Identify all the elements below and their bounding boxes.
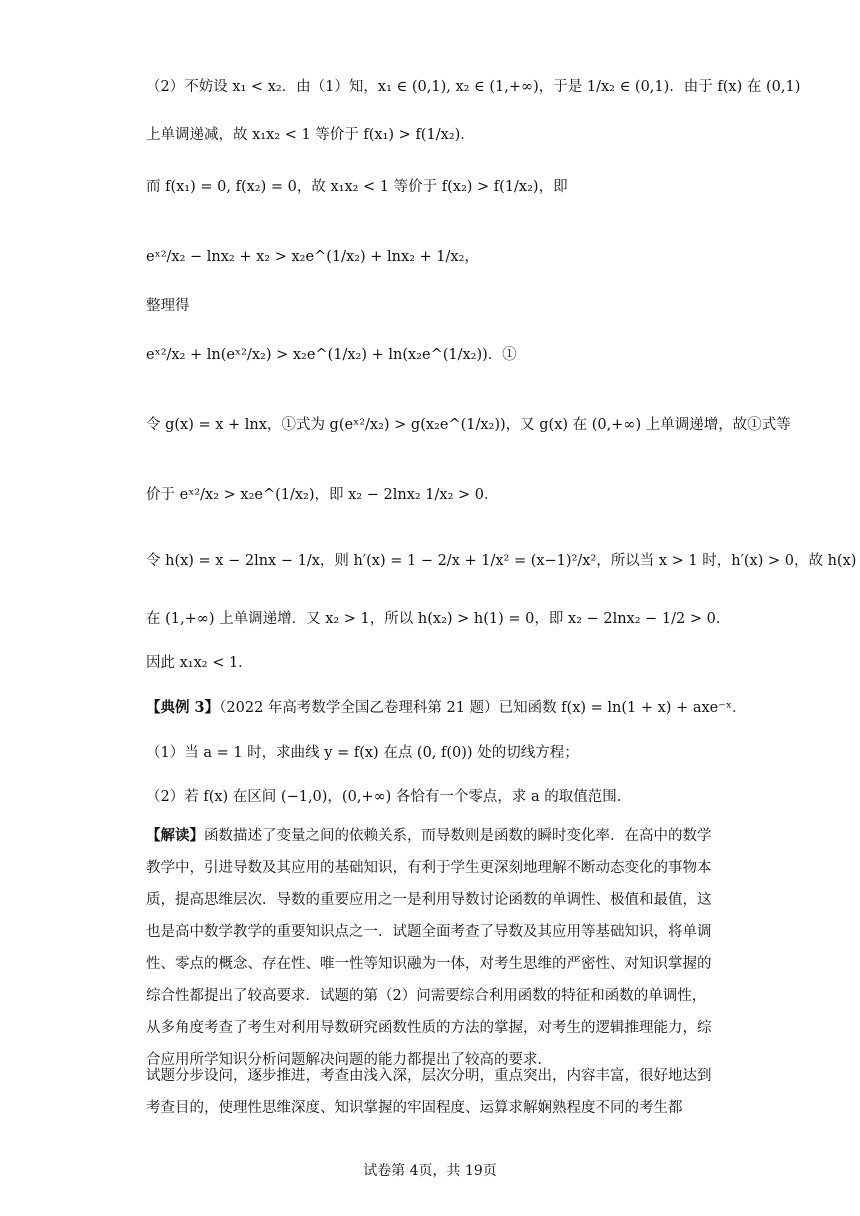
example-text: （2022 年高考数学全国乙卷理科第 21 题）已知函数 f(x) = ln(1 + x) + axe⁻ˣ． xyxy=(219,700,747,716)
interpretation-tag: 【解读】 xyxy=(146,827,204,844)
example-heading xyxy=(146,697,747,719)
text-line-5: 整理得 xyxy=(146,298,190,314)
interpretation-paragraph xyxy=(146,820,718,1076)
text-line-8: 价于 eˣ²/x₂ > x₂e^(1/x₂)，即 x₂ − 2lnx₂ 1/x₂ > 0． xyxy=(146,487,499,503)
text-line-10: 在 (1,+∞) 上单调递增．又 x₂ > 1，所以 h(x₂) > h(1) = 0，即 x₂ − 2lnx₂ − 1/2 > 0． xyxy=(146,611,731,627)
page-footer: 试卷第 4页，共 19页 xyxy=(363,1163,497,1179)
example-tag: 【典例 3】 xyxy=(146,699,220,716)
summary-paragraph: 试题分步设问，逐步推进，考查由浅入深，层次分明，重点突出，内容丰富，很好地达到考查目的，使理性思维深度、知识掌握的牢固程度、运算求解娴熟程度不同的考生都 xyxy=(146,1068,712,1116)
text-line-9: 令 h(x) = x − 2lnx − 1/x，则 h′(x) = 1 − 2/x + 1/x² = (x−1)²/x²，所以当 x > 1 时，h′(x) > 0，故 h(x) xyxy=(146,553,857,569)
text-line-1: （2）不妨设 x₁ < x₂．由（1）知，x₁ ∈ (0,1), x₂ ∈ (1,+∞)，于是 1/x₂ ∈ (0,1)．由于 f(x) 在 (0,1) xyxy=(146,79,801,95)
text-line-7: 令 g(x) = x + lnx，①式为 g(eˣ²/x₂) > g(x₂e^(1/x₂))，又 g(x) 在 (0,+∞) 上单调递增，故①式等 xyxy=(146,417,791,433)
text-line-11: 因此 x₁x₂ < 1． xyxy=(146,655,253,671)
question-2: （2）若 f(x) 在区间 (−1,0)，(0,+∞) 各恰有一个零点，求 a 的取值范围． xyxy=(146,789,632,805)
formula-line-6: eˣ²/x₂ + ln(eˣ²/x₂) > x₂e^(1/x₂) + ln(x₂e^(1/x₂))．① xyxy=(146,347,517,363)
interpretation-text: 函数描述了变量之间的依赖关系，而导数则是函数的瞬时变化率．在高中的数学教学中，引进导数及其应用的基础知识，有利于学生更深刻地理解不断动态变化的事物本质，提高思维层次．导数的重要应用之一是利用导数讨论函数的单调性、极值和最值，这也是高中数学教学的重要知识点之一．试题全面考查了导数及其应用等基础知识，将单调性、零点的概念、存在性、唯一性等知识融为一体，对考生思维的严密性、对知识掌握的综合性都提出了较高要求．试题的第（2）问需要综合利用函数的特征和函数的单调性，从多角度考查了考生对利用导数研究函数性质的方法的掌握，对考生的逻辑推理能力，综合应用所学知识分析问题解决问题的能力都提出了较高的要求． xyxy=(146,828,712,1068)
text-line-3: 而 f(x₁) = 0, f(x₂) = 0，故 x₁x₂ < 1 等价于 f(x₂) > f(1/x₂)，即 xyxy=(146,179,568,195)
text-line-2: 上单调递减，故 x₁x₂ < 1 等价于 f(x₁) > f(1/x₂)． xyxy=(146,127,475,143)
question-1: （1）当 a = 1 时，求曲线 y = f(x) 在点 (0, f(0)) 处的切线方程； xyxy=(146,745,579,761)
formula-line-4: eˣ²/x₂ − lnx₂ + x₂ > x₂e^(1/x₂) + lnx₂ + 1/x₂， xyxy=(146,249,479,265)
